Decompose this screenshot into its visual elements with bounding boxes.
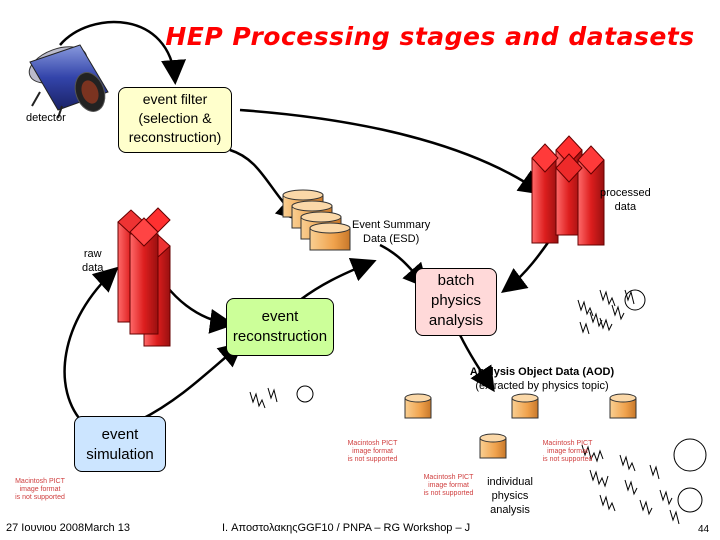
detector-label: detector bbox=[26, 112, 66, 124]
arrow-reconstruction-to-esd bbox=[300, 262, 372, 300]
arrow-filter-to-processed bbox=[240, 110, 540, 192]
raw-data-line2: data bbox=[82, 262, 104, 274]
aod-label bbox=[452, 365, 632, 393]
esd-disks-icon bbox=[283, 190, 350, 250]
footer-date: 27 Ιουνιου 2008March 13 bbox=[6, 522, 130, 534]
individual-analysis-line1: individual bbox=[487, 476, 533, 488]
processed-data-line1: processed bbox=[600, 187, 651, 199]
aod-line1: Analysis Object Data (AOD) bbox=[469, 366, 615, 378]
processed-data-label bbox=[600, 186, 651, 214]
pict-2-line3: is not supported bbox=[542, 456, 593, 463]
event-filter-line2: (selection & bbox=[138, 110, 212, 126]
detector-icon bbox=[24, 40, 110, 118]
pict-placeholder-2 bbox=[535, 440, 600, 464]
esd-line1: Event Summary bbox=[352, 219, 431, 231]
pict-3-line2: image format bbox=[428, 482, 469, 489]
pict-3-line1: Macintosh PICT bbox=[423, 474, 474, 481]
pict-1-line1: Macintosh PICT bbox=[347, 440, 398, 447]
raw-data-line1: raw bbox=[83, 248, 102, 260]
raw-data-label bbox=[82, 247, 103, 275]
esd-line2: Data (ESD) bbox=[363, 233, 420, 245]
processed-data-line2: data bbox=[614, 201, 637, 213]
event-simulation-line2: simulation bbox=[86, 446, 154, 463]
event-reconstruction-line2: reconstruction bbox=[232, 328, 328, 345]
page-title: HEP Processing stages and datasets bbox=[165, 22, 695, 51]
individual-analysis-label bbox=[482, 475, 538, 517]
footer-center: I. ΑποστολακηςGGF10 / PNPA – RG Workshop – J bbox=[222, 522, 471, 534]
batch-analysis-line2: physics bbox=[430, 292, 482, 309]
pict-1-line2: image format bbox=[352, 448, 393, 455]
raw-data-storage-icon bbox=[118, 208, 170, 346]
batch-analysis-line3: analysis bbox=[428, 312, 484, 329]
event-filter-box bbox=[118, 87, 232, 153]
footer-page-number: 44 bbox=[698, 524, 710, 535]
event-reconstruction-box bbox=[226, 298, 334, 356]
histogram-cluster-reco-icon bbox=[250, 386, 313, 408]
aod-disks-icon bbox=[405, 394, 636, 458]
pict-4-line3: is not supported bbox=[15, 494, 65, 501]
arrow-simulation-to-reconstruction bbox=[140, 345, 240, 420]
histogram-cluster-individual-icon bbox=[582, 439, 706, 524]
pict-placeholder-3 bbox=[416, 474, 481, 498]
pict-3-line3: is not supported bbox=[423, 490, 474, 497]
aod-line2: (extracted by physics topic) bbox=[475, 380, 609, 392]
event-filter-line3: reconstruction) bbox=[128, 129, 222, 145]
individual-analysis-line3: analysis bbox=[490, 504, 530, 516]
batch-analysis-line1: batch bbox=[437, 272, 475, 289]
pict-placeholder-4 bbox=[4, 478, 76, 502]
esd-label bbox=[352, 218, 430, 246]
event-reconstruction-line1: event bbox=[261, 308, 299, 325]
pict-4-line2: image format bbox=[19, 486, 61, 493]
event-filter-line1: event filter bbox=[142, 91, 208, 107]
event-simulation-box bbox=[74, 416, 166, 472]
pict-2-line1: Macintosh PICT bbox=[542, 440, 593, 447]
histogram-cluster-batch-icon bbox=[578, 290, 645, 334]
pict-placeholder-1 bbox=[340, 440, 405, 464]
processed-data-storage-icon bbox=[532, 136, 604, 245]
event-simulation-line1: event bbox=[101, 426, 139, 443]
pict-1-line3: is not supported bbox=[347, 456, 398, 463]
pict-4-line1: Macintosh PICT bbox=[15, 478, 65, 485]
pict-2-line2: image format bbox=[547, 448, 588, 455]
batch-analysis-box bbox=[415, 268, 497, 336]
arrow-simulation-to-raw bbox=[65, 270, 115, 425]
individual-analysis-line2: physics bbox=[491, 490, 529, 502]
